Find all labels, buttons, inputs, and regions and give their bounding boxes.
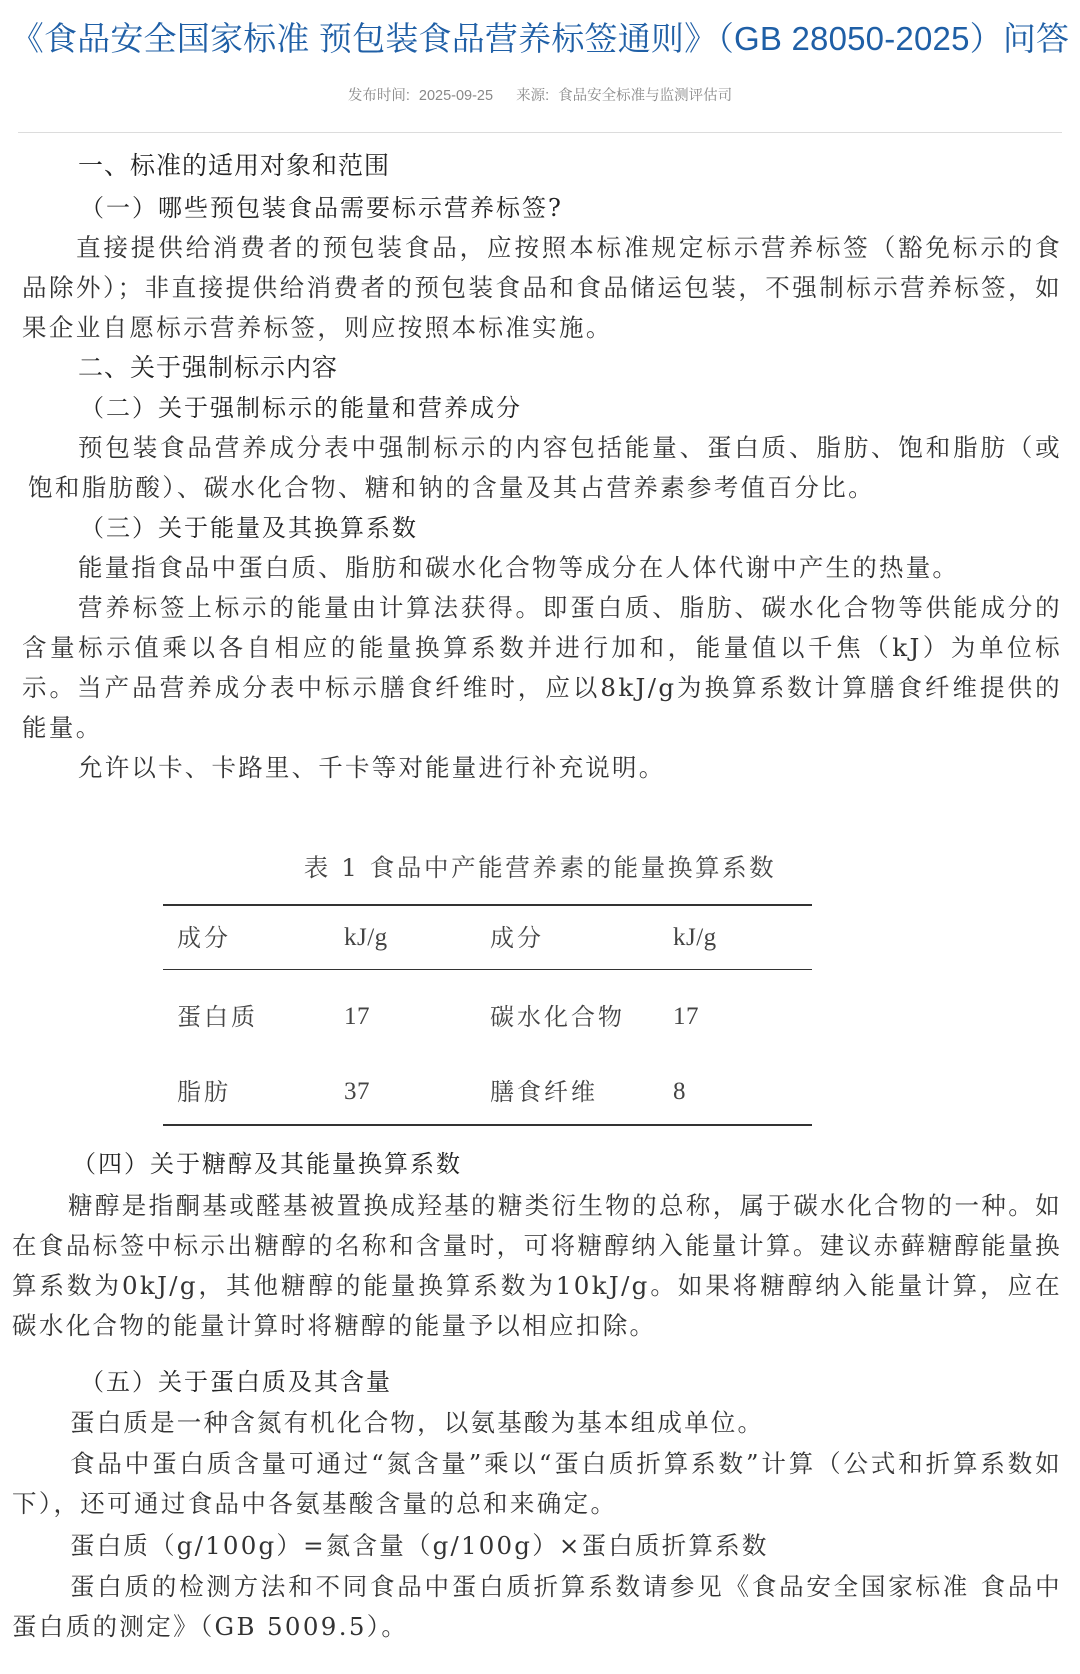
question-5-heading: （五）关于蛋白质及其含量: [80, 1368, 392, 1396]
table-cell: 17: [344, 1003, 370, 1030]
section-1-heading: 一、标准的适用对象和范围: [78, 151, 391, 180]
question-3-heading: （三）关于能量及其换算系数: [80, 514, 418, 542]
table-header-cell: 成分: [177, 924, 231, 952]
table-bottom-rule: [163, 1124, 812, 1126]
table-header-rule: [163, 969, 812, 970]
paragraph-3b: 营养标签上标示的能量由计算法获得。即蛋白质、脂肪、碳水化合物等供能成分的含量标示值乘以各自相应的能量换算系数并进行加和，能量值以千焦（kJ）为单位标示。当产品营养成分表中标示膳食纤维时，应以8kJ/g为换算系数计算膳食纤维提供的能量。: [22, 593, 1062, 742]
paragraph-5d: 蛋白质的检测方法和不同食品中蛋白质折算系数请参见《食品安全国家标准 食品中蛋白质的测定》（GB 5009.5）。: [12, 1572, 1062, 1641]
section-2-heading: 二、关于强制标示内容: [78, 353, 339, 382]
paragraph-4: 糖醇是指酮基或醛基被置换成羟基的糖类衍生物的总称，属于碳水化合物的一种。如在食品标签中标示出糖醇的名称和含量时，可将糖醇纳入能量计算。建议赤藓糖醇能量换算系数为0kJ/g，其他糖醇的能量换算系数为10kJ/g。如果将糖醇纳入能量计算，应在碳水化合物的能量计算时将糖醇的能量予以相应扣除。: [12, 1191, 1062, 1340]
header-divider: [18, 132, 1062, 133]
table-header-cell: 成分: [490, 924, 544, 952]
publish-date: 2025-09-25: [418, 88, 494, 104]
paragraph-5b: 食品中蛋白质含量可通过“氮含量”乘以“蛋白质折算系数”计算（公式和折算系数如下），还可通过食品中各氨基酸含量的总和来确定。: [12, 1449, 1062, 1518]
publish-label: 发布时间:: [347, 88, 410, 104]
table-cell: 37: [344, 1078, 370, 1105]
table-header-cell: kJ/g: [344, 924, 388, 951]
table-cell: 脂肪: [177, 1078, 231, 1106]
article-meta: [0, 84, 1080, 108]
table-cell: 8: [673, 1078, 686, 1105]
table-cell: 蛋白质: [177, 1003, 258, 1031]
question-2-heading: （二）关于强制标示的能量和营养成分: [80, 394, 522, 422]
paragraph-2: 预包装食品营养成分表中强制标示的内容包括能量、蛋白质、脂肪、饱和脂肪（或饱和脂肪酸）、碳水化合物、糖和钠的含量及其占营养素参考值百分比。: [28, 433, 1062, 502]
table-cell: 碳水化合物: [490, 1003, 625, 1031]
paragraph-3a: 能量指食品中蛋白质、脂肪和碳水化合物等成分在人体代谢中产生的热量。: [78, 553, 960, 582]
source-value: 食品安全标准与监测评估司: [558, 88, 733, 104]
table-cell: 膳食纤维: [490, 1078, 598, 1106]
source-label: 来源:: [516, 88, 550, 104]
table-top-rule: [163, 904, 812, 906]
paragraph-5c: 蛋白质（g/100g）=氮含量（g/100g）×蛋白质折算系数: [70, 1531, 769, 1560]
question-4-heading: （四）关于糖醇及其能量换算系数: [72, 1150, 462, 1178]
table-cell: 17: [673, 1003, 699, 1030]
question-1-heading: （一）哪些预包装食品需要标示营养标签?: [80, 194, 563, 222]
table-caption: 表 1 食品中产能营养素的能量换算系数: [303, 853, 777, 882]
paragraph-5a: 蛋白质是一种含氮有机化合物，以氨基酸为基本组成单位。: [70, 1408, 765, 1437]
table-header-cell: kJ/g: [673, 924, 717, 951]
page-title: 《食品安全国家标准 预包装食品营养标签通则》（GB 28050-2025）问答: [10, 20, 1070, 57]
paragraph-1: 直接提供给消费者的预包装食品，应按照本标准规定标示营养标签（豁免标示的食品除外）；非直接提供给消费者的预包装食品和食品储运包装，不强制标示营养标签，如果企业自愿标示营养标签，则应按照本标准实施。: [22, 233, 1062, 342]
paragraph-3c: 允许以卡、卡路里、千卡等对能量进行补充说明。: [78, 753, 666, 782]
